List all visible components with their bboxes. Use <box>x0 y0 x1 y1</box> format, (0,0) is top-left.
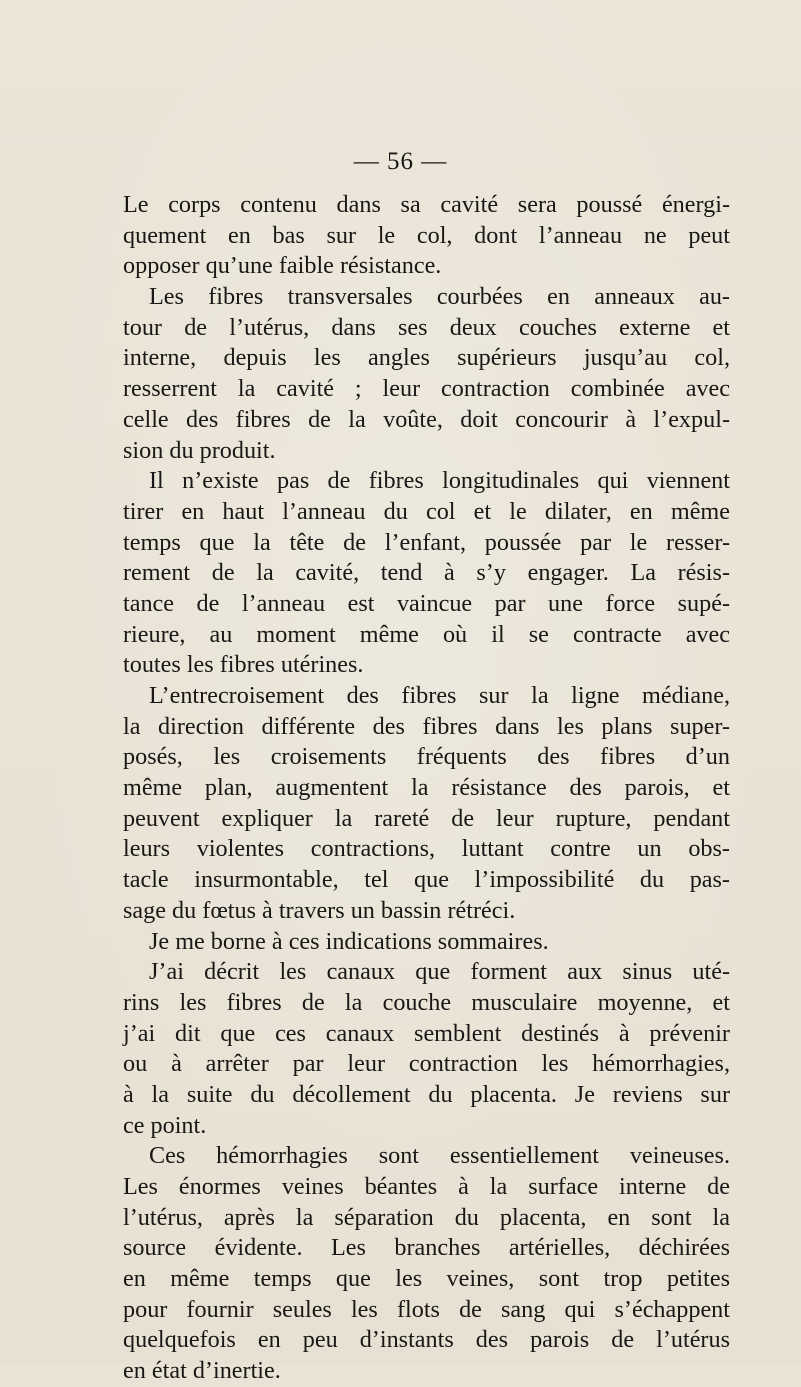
text-line: l’utérus, après la séparation du placenta, en sont la <box>123 1203 730 1231</box>
text-line: rieure, au moment même où il se contracte avec <box>123 620 730 648</box>
text-line: toutes les fibres utérines. <box>123 651 364 679</box>
text-line: L’entrecroisement des fibres sur la ligne médiane, <box>149 682 730 709</box>
text-line: la direction différente des fibres dans les plans super- <box>123 712 730 740</box>
text-line: tance de l’anneau est vaincue par une force supé- <box>123 589 730 617</box>
text-line: J’ai décrit les canaux que forment aux sinus uté- <box>149 958 730 986</box>
text-line: quelquefois en peu d’instants des parois de l’utérus <box>123 1326 730 1354</box>
text-line: rins les fibres de la couche musculaire moyenne, et <box>123 988 730 1016</box>
text-line: pour fournir seules les flots de sang qui s’échappent <box>123 1295 730 1323</box>
text-line: ou à arrêter par leur contraction les hémorrhagies, <box>123 1050 730 1078</box>
text-line: j’ai dit que ces canaux semblent destinés à prévenir <box>123 1019 730 1047</box>
text-line: Le corps contenu dans sa cavité sera poussé énergi- <box>123 191 730 218</box>
text-line: à la suite du décollement du placenta. Je reviens sur <box>123 1080 730 1108</box>
text-line: temps que la tête de l’enfant, poussée par le resser- <box>123 528 730 556</box>
text-line: tacle insurmontable, tel que l’impossibilité du pas- <box>123 866 730 894</box>
text-line: en même temps que les veines, sont trop petites <box>123 1265 730 1293</box>
text-line: ce point. <box>123 1111 207 1139</box>
body-text <box>123 190 730 1387</box>
text-line: opposer qu’une faible résistance. <box>123 252 442 280</box>
text-line: en état d’inertie. <box>123 1357 281 1385</box>
text-line: Je me borne à ces indications sommaires. <box>149 927 549 955</box>
text-line: Il n’existe pas de fibres longitudinales qui viennent <box>149 467 730 495</box>
text-line: tour de l’utérus, dans ses deux couches externe et <box>123 313 730 341</box>
page-number: — 56 — <box>353 148 448 175</box>
text-line: sion du produit. <box>123 436 276 464</box>
text-line: source évidente. Les branches artérielles, déchirées <box>123 1234 730 1262</box>
text-line: peuvent expliquer la rareté de leur rupture, pendant <box>123 804 730 832</box>
text-line: même plan, augmentent la résistance des parois, et <box>123 774 730 802</box>
text-line: quement en bas sur le col, dont l’anneau ne peut <box>123 221 730 249</box>
text-line: Les énormes veines béantes à la surface interne de <box>123 1173 730 1200</box>
text-line: rement de la cavité, tend à s’y engager. La résis- <box>123 559 730 587</box>
text-line: posés, les croisements fréquents des fibres d’un <box>123 743 730 771</box>
text-line: resserrent la cavité ; leur contraction combinée avec <box>123 375 730 403</box>
text-line: tirer en haut l’anneau du col et le dilater, en même <box>123 497 730 525</box>
text-line: Les fibres transversales courbées en anneaux au- <box>149 283 730 311</box>
text-line: sage du fœtus à travers un bassin rétréci. <box>123 896 516 924</box>
text-line: leurs violentes contractions, luttant contre un obs- <box>123 835 730 863</box>
text-line: Ces hémorrhagies sont essentiellement veineuses. <box>149 1142 730 1170</box>
text-line: interne, depuis les angles supérieurs jusqu’au col, <box>123 344 730 372</box>
text-line: celle des fibres de la voûte, doit concourir à l’expul- <box>123 405 730 433</box>
